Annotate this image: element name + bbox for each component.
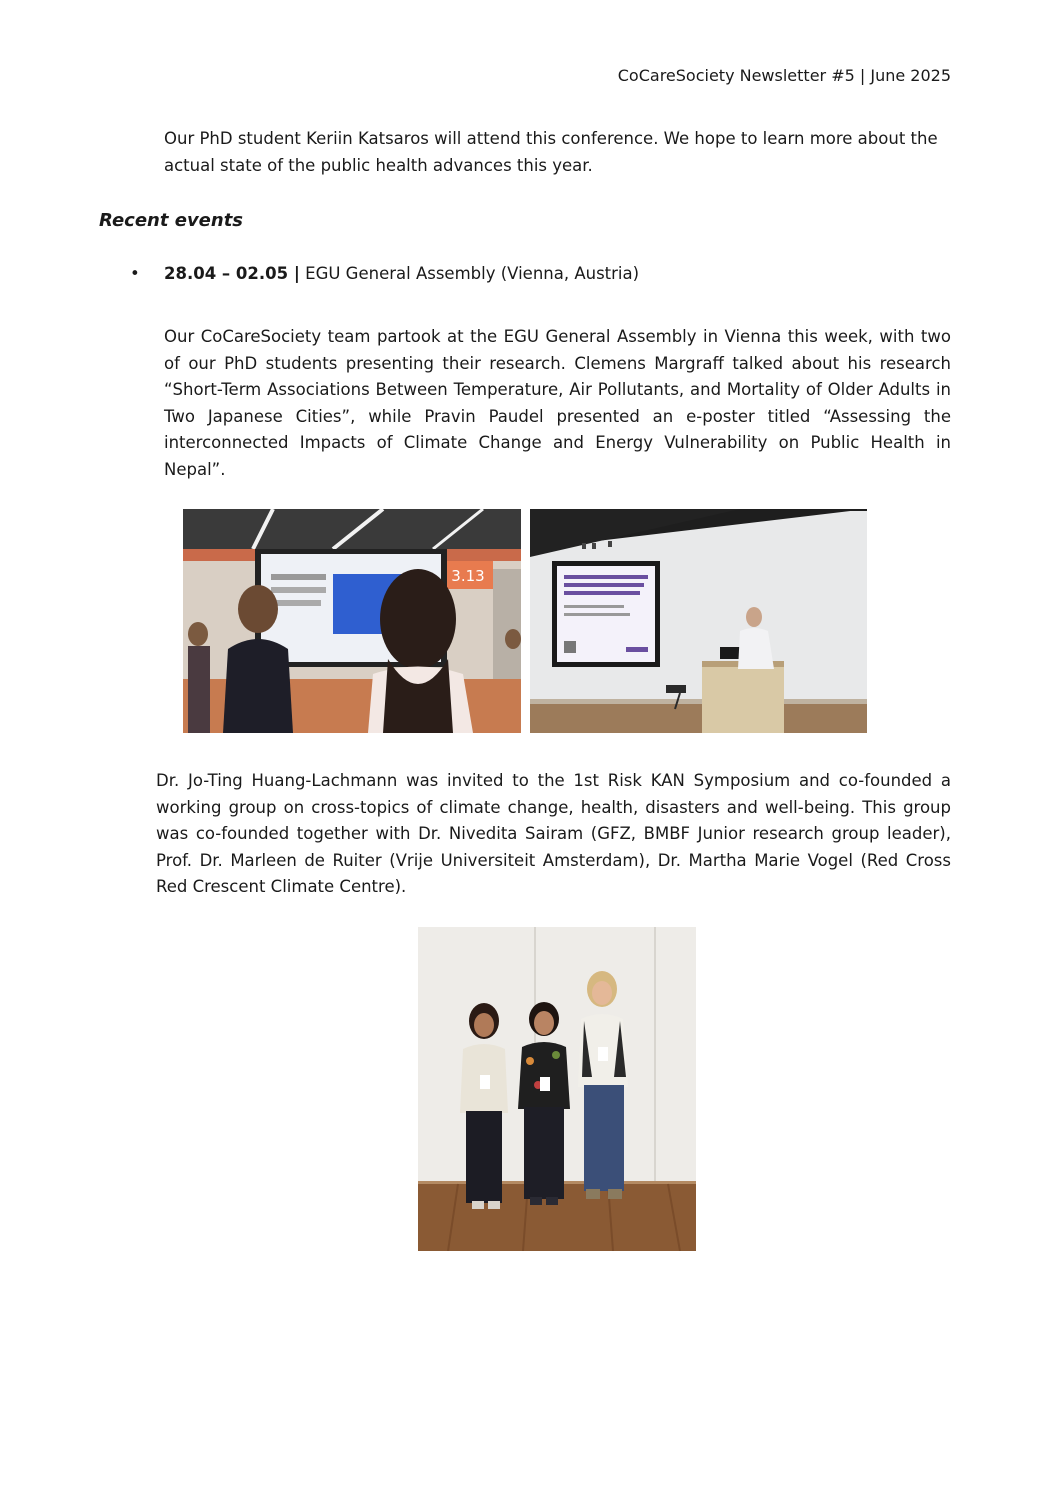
- section-title: Recent events: [99, 210, 244, 231]
- newsletter-header: CoCareSociety Newsletter #5 | June 2025: [617, 66, 951, 85]
- oral-presentation-photo: [530, 509, 867, 733]
- egu-paragraph: Our CoCareSociety team partook at the EGU General Assembly in Vienna this week, with two of our PhD students presenting their research. Clemens Margraff talked about his research “Short-Term Associations Between Temperature, Air Pollutants, and Mortality of Older Adults in Two Japanese Cities”, while Pravin Paudel presented an e-poster titled “Assessing the interconnected Impacts of Climate Change and Energy Vulnerability on Public Health in Nepal”.: [164, 327, 951, 479]
- poster-presentation-photo: [183, 509, 521, 733]
- booth-number-label: 3.13: [451, 567, 485, 585]
- event-date: 28.04 – 02.05 |: [164, 264, 300, 283]
- group-photo: [418, 927, 696, 1251]
- intro-paragraph: Our PhD student Keriin Katsaros will attend this conference. We hope to learn more about the actual state of the public health advances this year.: [164, 129, 938, 175]
- event-title: EGU General Assembly (Vienna, Austria): [299, 264, 640, 283]
- bullet-marker: •: [130, 264, 140, 283]
- symposium-paragraph: Dr. Jo-Ting Huang-Lachmann was invited to the 1st Risk KAN Symposium and co-founded a working group on cross-topics of climate change, health, disasters and well-being. This group was co-founded together with Dr. Nivedita Sairam (GFZ, BMBF Junior research group leader), Prof. Dr. Marleen de Ruiter (Vrije Universiteit Amsterdam), Dr. Martha Marie Vogel (Red Cross Red Crescent Climate Centre).: [156, 771, 951, 896]
- event-bullet-item: [130, 264, 639, 283]
